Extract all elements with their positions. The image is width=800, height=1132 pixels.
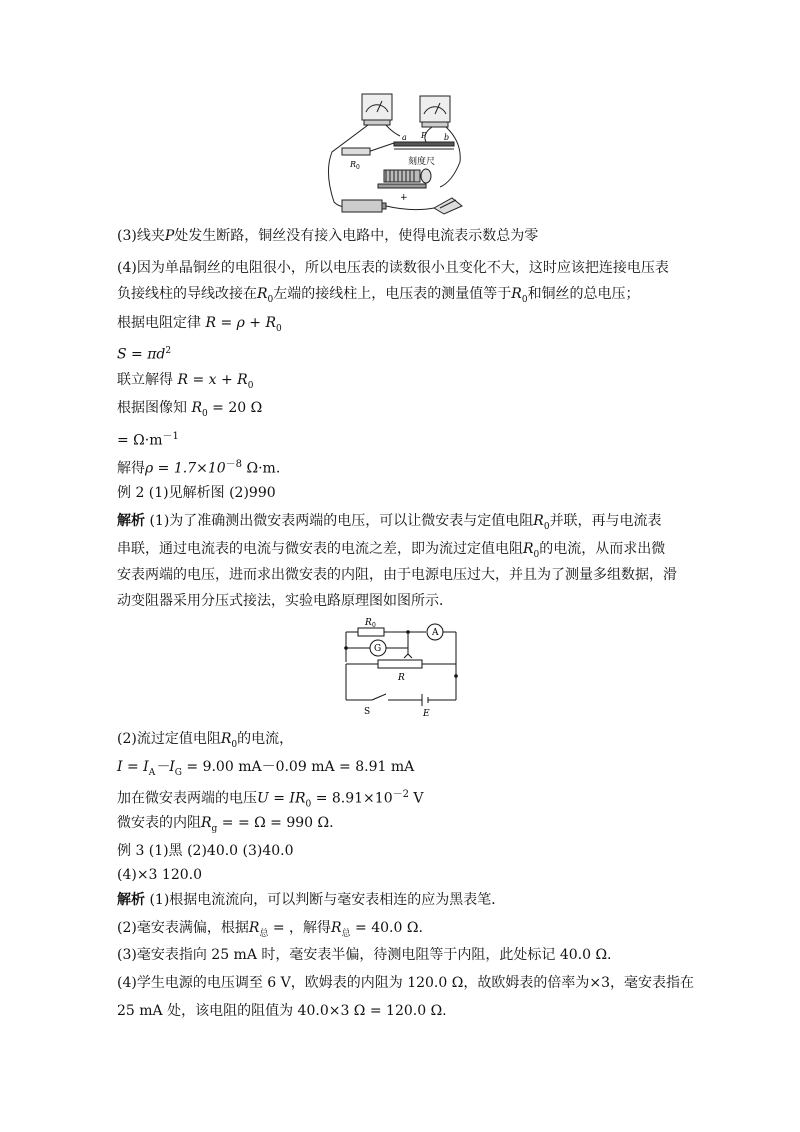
ruler-label: 刻度尺 [408, 157, 436, 167]
label-p: P [421, 131, 427, 140]
text-line-3: 负接线柱的导线改接在$R_0$左端的接线柱上，电压表的测量值等于$R_0$和铜丝的总电压； [117, 286, 640, 305]
text-line-11: 解析 (1)为了准确测出微安表两端的电压，可以让微安表与定值电阻$R_0$并联，再与电流表 [117, 513, 662, 532]
apparatus-figure [322, 92, 470, 220]
r0-sub: 0 [372, 622, 376, 629]
galvanometer-label: G [374, 644, 382, 654]
text-line-17: 加在微安表两端的电压$U = IR_0 = 8.91\times 10^{-2}$ V [117, 789, 424, 810]
text-line-2: (4)因为单晶铜丝的电阻很小，所以电压表的读数很小且变化不大，这时应该把连接电压表 [117, 260, 669, 276]
label-a: a [402, 133, 407, 142]
text-line-8: = $\Omega\cdot m^{-1}$ [117, 431, 179, 449]
label-r0-sub: 0 [356, 164, 360, 171]
text-line-1: (3)线夹P处发生断路，铜丝没有接入电路中，使得电流表示数总为零 [117, 228, 539, 244]
r0-label: R [365, 618, 372, 628]
text-line-6: 联立解得 $R = x + R_0$ [117, 372, 254, 391]
ammeter-label: A [432, 628, 439, 638]
text-line-18: 微安表的内阻$R_g$ = = Ω = 990 Ω. [117, 815, 334, 834]
text-line-10: 例 2 (1)见解析图 (2)990 [117, 485, 276, 501]
text-line-15: (2)流过定值电阻$R_0$的电流， [117, 731, 294, 750]
text-line-21: 解析 (1)根据电流流向，可以判断与毫安表相连的应为黑表笔． [117, 892, 506, 908]
text-line-24: (4)学生电源的电压调至 6 V，欧姆表的内阻为 120.0 Ω，故欧姆表的倍率为×3，毫安表指在 [117, 975, 694, 991]
text-line-5: $S = \pi d^2$ [117, 346, 172, 363]
text-line-23: (3)毫安表指向 25 mA 时，毫安表半偏，待测电阻等于内阻，此处标记 40.0 Ω. [117, 947, 612, 963]
text-line-16: $I = I_A-I_G = 9.00$ mA－0.09 mA = 8.91 mA [117, 759, 415, 778]
resistor-r0 [358, 628, 384, 636]
circuit-diagram [338, 612, 464, 720]
text-line-4: 根据电阻定律 $R = \rho + R_0$ [117, 315, 282, 334]
rheostat-label: R [398, 673, 405, 683]
text-line-22: (2)毫安表满偏，根据$R_总$ = ，解得$R_总 = 40.0$ Ω. [117, 920, 423, 939]
text-line-9: 解得$\rho = 1.7\times 10^{-8}$ Ω·m. [117, 459, 281, 477]
text-line-13: 安表两端的电压，进而求出微安表的内阻，由于电源电压过大，并且为了测量多组数据，滑 [117, 567, 677, 583]
text-line-19: 例 3 (1)黑 (2)40.0 (3)40.0 [117, 843, 294, 859]
text-line-12: 串联，通过电流表的电流与微安表的电流之差，即为流过定值电阻$R_0$的电流，从而求出微 [117, 541, 666, 560]
text-line-25: 25 mA 处，该电阻的阻值为 40.0×3 Ω = 120.0 Ω. [117, 1003, 447, 1019]
text-line-14: 动变阻器采用分压式接法，实验电路原理图如图所示． [117, 593, 453, 609]
text-line-7: 根据图像知 $R_0 = 20$ Ω [117, 400, 263, 419]
switch-label: S [364, 707, 371, 717]
source-label: E [423, 709, 430, 719]
label-r0: R [350, 160, 357, 169]
label-b: b [444, 133, 450, 142]
plus-label: + [400, 193, 408, 203]
text-line-20: (4)×3 120.0 [117, 867, 202, 883]
rheostat [378, 660, 422, 668]
